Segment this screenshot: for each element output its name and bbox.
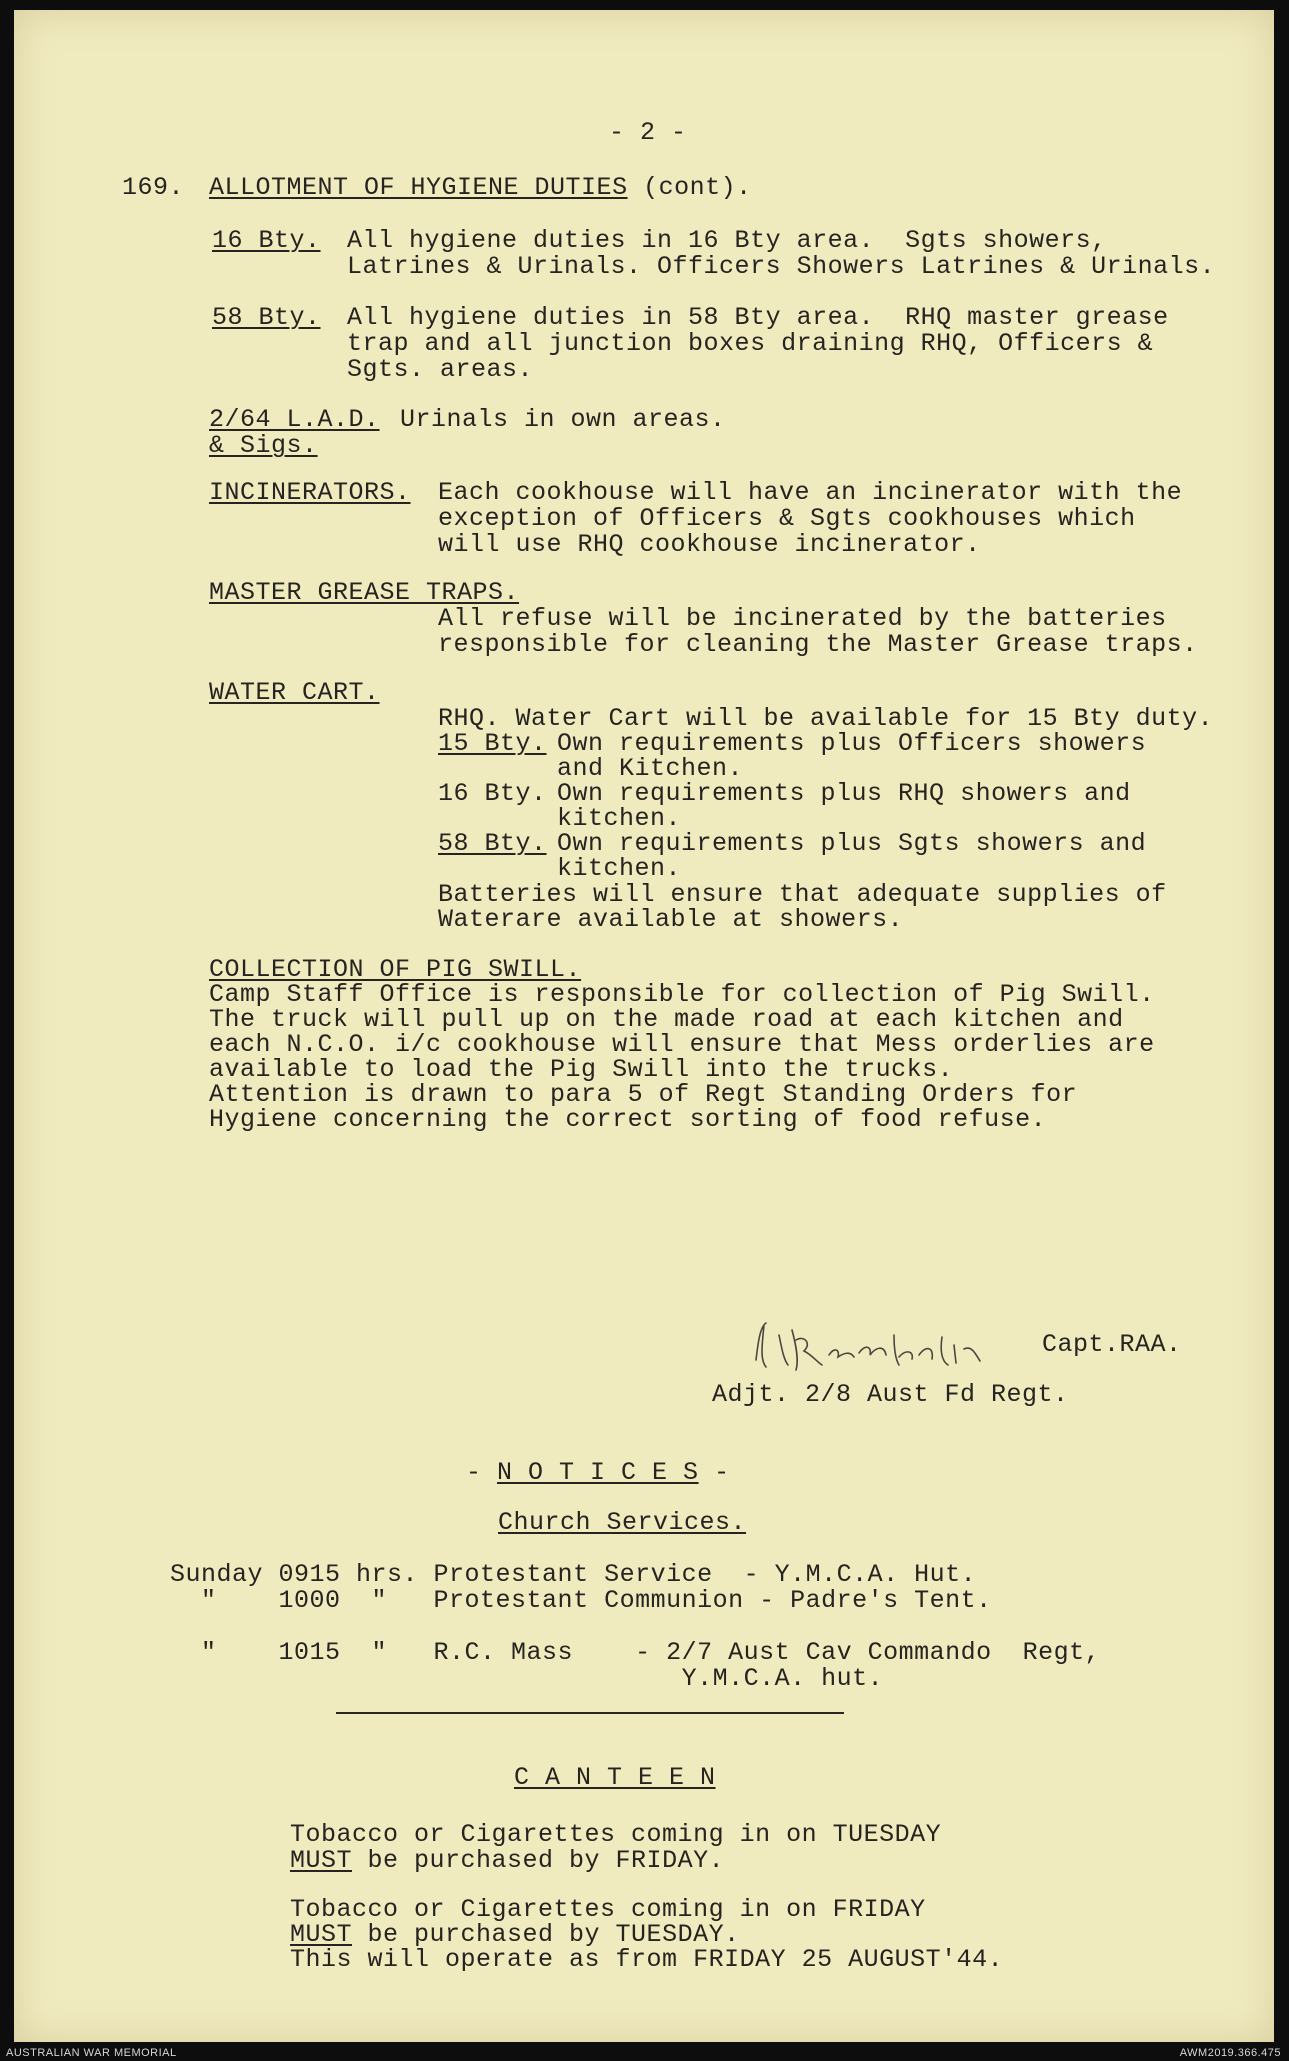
swill-line3: each N.C.O. i/c cookhouse will ensure that Mess orderlies are [209,1030,1155,1059]
church-line2: " 1000 " Protestant Communion - Padre's Tent. [170,1586,992,1615]
water-b15-line2: and Kitchen. [557,754,744,783]
bty58-label: 58 Bty. [212,303,321,332]
water-line1: RHQ. Water Cart will be available for 15 Bty duty. [438,704,1214,733]
footer-archive-id: AWM2019.366.475 [1179,2047,1281,2059]
incinerators-line2: exception of Officers & Sgts cookhouses which [438,504,1136,533]
water-b16-label: 16 Bty. [438,779,547,808]
grease-line1: All refuse will be incinerated by the batteries [438,604,1167,633]
canteen-p1-line1: Tobacco or Cigarettes coming in on TUESDAY [290,1820,942,1849]
lad-label1: 2/64 L.A.D. [209,405,380,434]
swill-label: COLLECTION OF PIG SWILL. [209,955,582,984]
grease-line2: responsible for cleaning the Master Grease traps. [438,630,1198,659]
incinerators-line1: Each cookhouse will have an incinerator with the [438,478,1183,507]
bty58-line3: Sgts. areas. [347,355,534,384]
water-b16-line1: Own requirements plus RHQ showers and [557,779,1131,808]
section-number: 169. [122,173,185,202]
page-number: - 2 - [609,118,687,147]
section-title-suffix: (cont). [643,173,752,202]
water-b15-line1: Own requirements plus Officers showers [557,729,1147,758]
bty58-line2: trap and all junction boxes draining RHQ, Officers & [347,329,1154,358]
water-b58-line1: Own requirements plus Sgts showers and [557,829,1147,858]
bty58-line1: All hygiene duties in 58 Bty area. RHQ master grease [347,303,1169,332]
swill-line5: Attention is drawn to para 5 of Regt Standing Orders for [209,1080,1078,1109]
canteen-p2-rest: be purchased by TUESDAY. [352,1920,740,1949]
notices-heading-text: N O T I C E S [497,1458,699,1487]
lad-text: Urinals in own areas. [400,405,726,434]
section-title [209,175,752,201]
grease-label: MASTER GREASE TRAPS. [209,578,520,607]
water-b58-line2: kitchen. [557,854,682,883]
church-heading: Church Services. [498,1508,747,1537]
handwritten-signature [744,1315,1034,1385]
footer-archive-name: AUSTRALIAN WAR MEMORIAL [6,2047,177,2059]
water-note2: Waterare available at showers. [438,905,904,934]
incinerators-label: INCINERATORS. [209,478,411,507]
bty16-line1: All hygiene duties in 16 Bty area. Sgts showers, [347,226,1107,255]
canteen-p2-must: MUST [290,1920,353,1949]
water-b15-label: 15 Bty. [438,729,547,758]
church-line3: " 1015 " R.C. Mass - 2/7 Aust Cav Commando Regt, [170,1638,1101,1667]
swill-line4: available to load the Pig Swill into the trucks. [209,1055,954,1084]
water-b58-label: 58 Bty. [438,829,547,858]
church-line4: Y.M.C.A. hut. [170,1664,884,1693]
canteen-p1-rest: be purchased by FRIDAY. [352,1846,725,1875]
canteen-p1-must: MUST [290,1846,353,1875]
water-note1: Batteries will ensure that adequate supplies of [438,880,1167,909]
lad-label2: & Sigs. [209,431,318,460]
canteen-p2-line1: Tobacco or Cigarettes coming in on FRIDAY [290,1895,926,1924]
swill-line6: Hygiene concerning the correct sorting of food refuse. [209,1105,1047,1134]
church-line1: Sunday 0915 hrs. Protestant Service - Y.M.C.A. Hut. [170,1560,977,1589]
canteen-p1-line2 [290,1848,724,1874]
bty16-line2: Latrines & Urinals. Officers Showers Latrines & Urinals. [347,252,1216,281]
water-label: WATER CART. [209,678,380,707]
divider-rule [336,1712,844,1714]
water-b16-line2: kitchen. [557,804,682,833]
bty16-label: 16 Bty. [212,226,321,255]
section-title-text: ALLOTMENT OF HYGIENE DUTIES [209,173,628,202]
signature-title: Adjt. 2/8 Aust Fd Regt. [712,1380,1069,1409]
swill-line2: The truck will pull up on the made road at each kitchen and [209,1005,1124,1034]
swill-line1: Camp Staff Office is responsible for collection of Pig Swill. [209,980,1155,1009]
canteen-heading: C A N T E E N [514,1763,716,1792]
incinerators-line3: will use RHQ cookhouse incinerator. [438,530,981,559]
notices-heading: - N O T I C E S - [466,1458,730,1487]
signature-rank: Capt.RAA. [1042,1330,1182,1359]
canteen-p2-line3: This will operate as from FRIDAY 25 AUGUST'44. [290,1945,1004,1974]
document-page [14,10,1274,2042]
